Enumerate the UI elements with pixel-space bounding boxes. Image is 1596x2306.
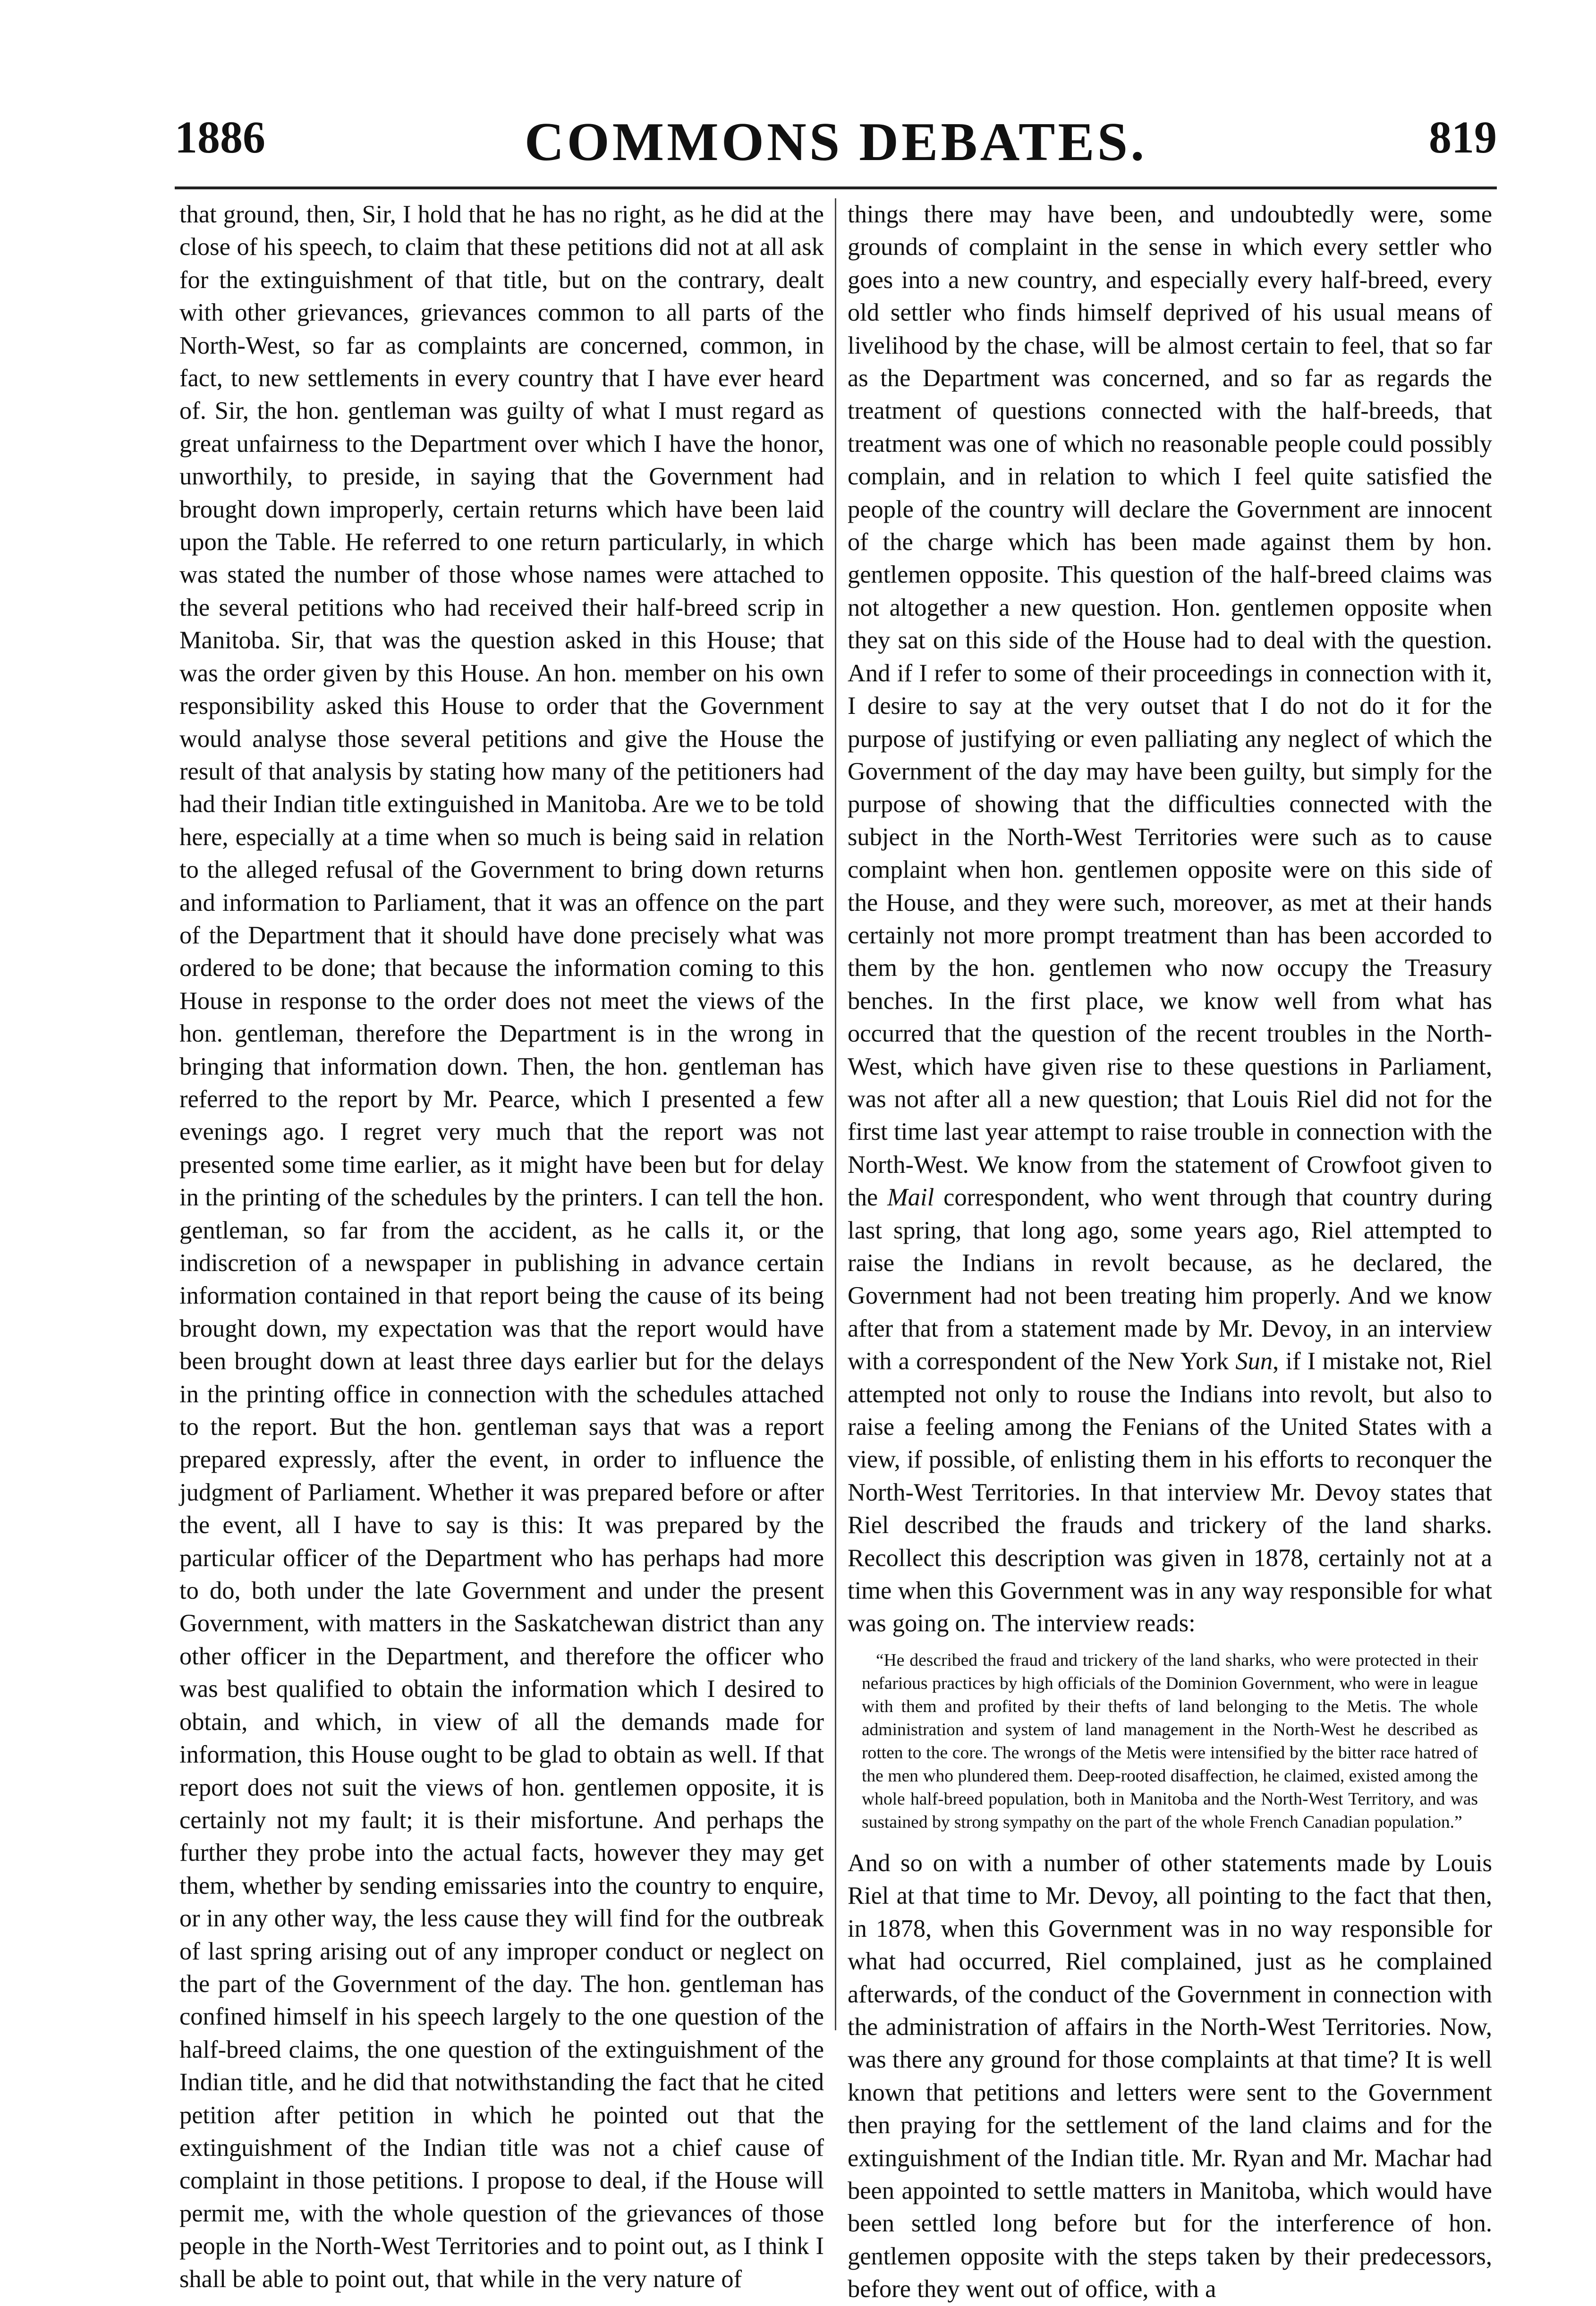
right-column [848,198,1492,2303]
page-header [175,97,1497,177]
right-paragraph-1-text-c: , if I mistake not, Riel attempted not only to rouse the Indians into revolt, but also to raise a feeling among the Fenians of the United States with a view, if possible, of enlisting them in his efforts to reconquer the North-West Territories. In that interview Mr. Devoy states that Riel described the frauds and trickery of the land sharks. Recollect this description was given in 1878, certainly not at a time when this Government was in any way responsible for what was going on. The interview reads: [848,1348,1492,1637]
header-rule [175,187,1497,189]
right-paragraph-2: And so on with a number of other statements made by Louis Riel at that time to Mr. Devoy, all pointing to the fact that then, in 1878, when this Government was in no way responsible for what had occurred, Riel complained, just as he complained afterwards, of the conduct of the Government in connection with the administration of affairs in the North-West Territories. Now, was there any ground for those complaints at that time? It is well known that petitions and letters were sent to the Government then praying for the settlement of the land claims and for the extinguishment of the Indian title. Mr. Ryan and Mr. Machar had been appointed to settle matters in Manitoba, which would have been settled long before but for the interference of hon. gentlemen opposite with the steps taken by their predecessors, before they went out of office, with a [848,1849,1492,2303]
header-page-number: 819 [1429,112,1497,162]
right-paragraph-1-text-b: correspondent, who went through that country during last spring, that long ago, some years ago, Riel attempted to raise the Indians in revolt because, as he declared, the Government had not been treating him properly. And we know after that from a statement made by Mr. Devoy, in an interview with a correspondent of the New York [848,1184,1492,1375]
sun-newspaper-name: Sun [1235,1348,1273,1375]
header-title: COMMONS DEBATES. [524,112,1147,172]
right-paragraph-1-text: things there may have been, and undoubtedly were, some grounds of complaint in the sense in which every settler who goes into a new country, and especially every half-breed, every old settler who finds himself deprived of his usual means of livelihood by the chase, will be almost certain to feel, that so far as the Department was concerned, and so far as regards the treatment of questions connected with the half-breeds, that treatment was one of which no reasonable people could possibly complain, and in relation to which I feel quite satisfied the people of the country will declare the Government are innocent of the charge which has been made against them by hon. gentlemen opposite. This question of the half-breed claims was not altogether a new question. Hon. gentlemen opposite when they sat on this side of the House had to deal with the question. And if I refer to some of their proceedings in connection with it, I desire to say at the very outset that I do not do it for the purpose of justifying or even palliating any neglect of which the Government of the day may have been guilty, but simply for the purpose of showing that the difficulties connected with the subject in the North-West Territories were such as to cause complaint when hon. gentlemen opposite were on this side of the House, and they were such, moreover, as met at their hands certainly not more prompt treatment than has been accorded to them by the hon. gentlemen who now occupy the Treasury benches. In the first place, we know well from what has occurred that the question of the recent troubles in the North-West, which have given rise to these questions in Parliament, was not after all a new question; that Louis Riel did not for the first time last year attempt to raise trouble in connection with the North-West. We know from the statement of Crowfoot given to the [848,201,1492,1212]
column-divider [835,198,836,2030]
left-paragraph: that ground, then, Sir, I hold that he has no right, as he did at the close of his speech, to claim that these petitions did not at all ask for the extinguishment of that title, but on the contrary, dealt with other grievances, grievances common to all parts of the North-West, so far as complaints are concerned, common, in fact, to new settlements in every country that I have ever heard of. Sir, the hon. gentleman was guilty of what I must regard as great unfairness to the Department over which I have the honor, unworthily, to preside, in saying that the Government had brought down improperly, certain returns which have been laid upon the Table. He referred to one return particularly, in which was stated the number of those whose names were attached to the several petitions who had received their half-breed scrip in Manitoba. Sir, that was the question asked in this House; that was the order given by this House. An hon. member on his own responsibility asked this House to order that the Government would analyse those several petitions and give the House the result of that analysis by stating how many of the petitioners had had their Indian title extinguished in Manitoba. Are we to be told here, especially at a time when so much is being said in relation to the alleged refusal of the Government to bring down returns and information to Parliament, that it was an offence on the part of the Department that it should have done precisely what was ordered to be done; that because the information coming to this House in response to the order does not meet the views of the hon. gentleman, therefore the Department is in the wrong in bringing that information down. Then, the hon. gentleman has referred to the report by Mr. Pearce, which I presented a few evenings ago. I regret very much that the report was not presented some time earlier, as it might have been but for delay in the printing of the schedules by the printers. I can tell the hon. gentleman, so far from the accident, as he calls it, or the indiscretion of a newspaper in publishing in advance certain information contained in that report being the cause of its being brought down, my expectation was that the report would have been brought down at least three days earlier but for the delays in the printing office in connection with the schedules attached to the report. But the hon. gentleman says that was a report prepared expressly, after the event, in order to influence the judgment of Parliament. Whether it was prepared before or after the event, all I have to say is this: It was prepared by the particular officer of the Department who has perhaps had more to do, both under the late Government and under the present Government, with matters in the Saskatchewan district than any other officer in the Department, and therefore the officer who was best qualified to obtain the information which I desired to obtain, and which, in view of all the demands made for information, this House ought to be glad to obtain as well. If that report does not suit the views of hon. gentlemen opposite, it is certainly not my fault; it is their misfortune. And perhaps the further they probe into the actual facts, however they may get them, whether by sending emissaries into the country to enquire, or in any other way, the less cause they will find for the outbreak of last spring arising out of any improper conduct or neglect on the part of the Government of the day. The hon. gentleman has confined himself in his speech largely to the one question of the half-breed claims, the one question of the extinguishment of the Indian title, and he did that notwithstanding the fact that he cited petition after petition in which he pointed out that the extinguishment of the Indian title was not a chief cause of complaint in those petitions. I propose to deal, if the House will permit me, with the whole question of the grievances of those people in the North-West Territories and to point out, as I think I shall be able to point out, that while in the very nature of [179,201,824,2293]
left-column [179,198,824,2293]
right-paragraph-1 [848,198,1492,1640]
header-year: 1886 [175,112,265,162]
mail-newspaper-name: Mail [887,1184,934,1212]
block-quote: “He described the fraud and trickery of the land sharks, who were protected in their nefarious practices by high officials of the Dominion Government, who were in league with them and profited by their thefts of land belonging to the Metis. The whole administration and system of land management in the North-West he described as rotten to the core. The wrongs of the Metis were intensified by the bitter race hatred of the men who plundered them. Deep-rooted disaffection, he claimed, existed among the whole half-breed population, both in Manitoba and the North-West Territory, and was sustained by strong sympathy on the part of the whole French Canadian population.” [862,1650,1478,1832]
